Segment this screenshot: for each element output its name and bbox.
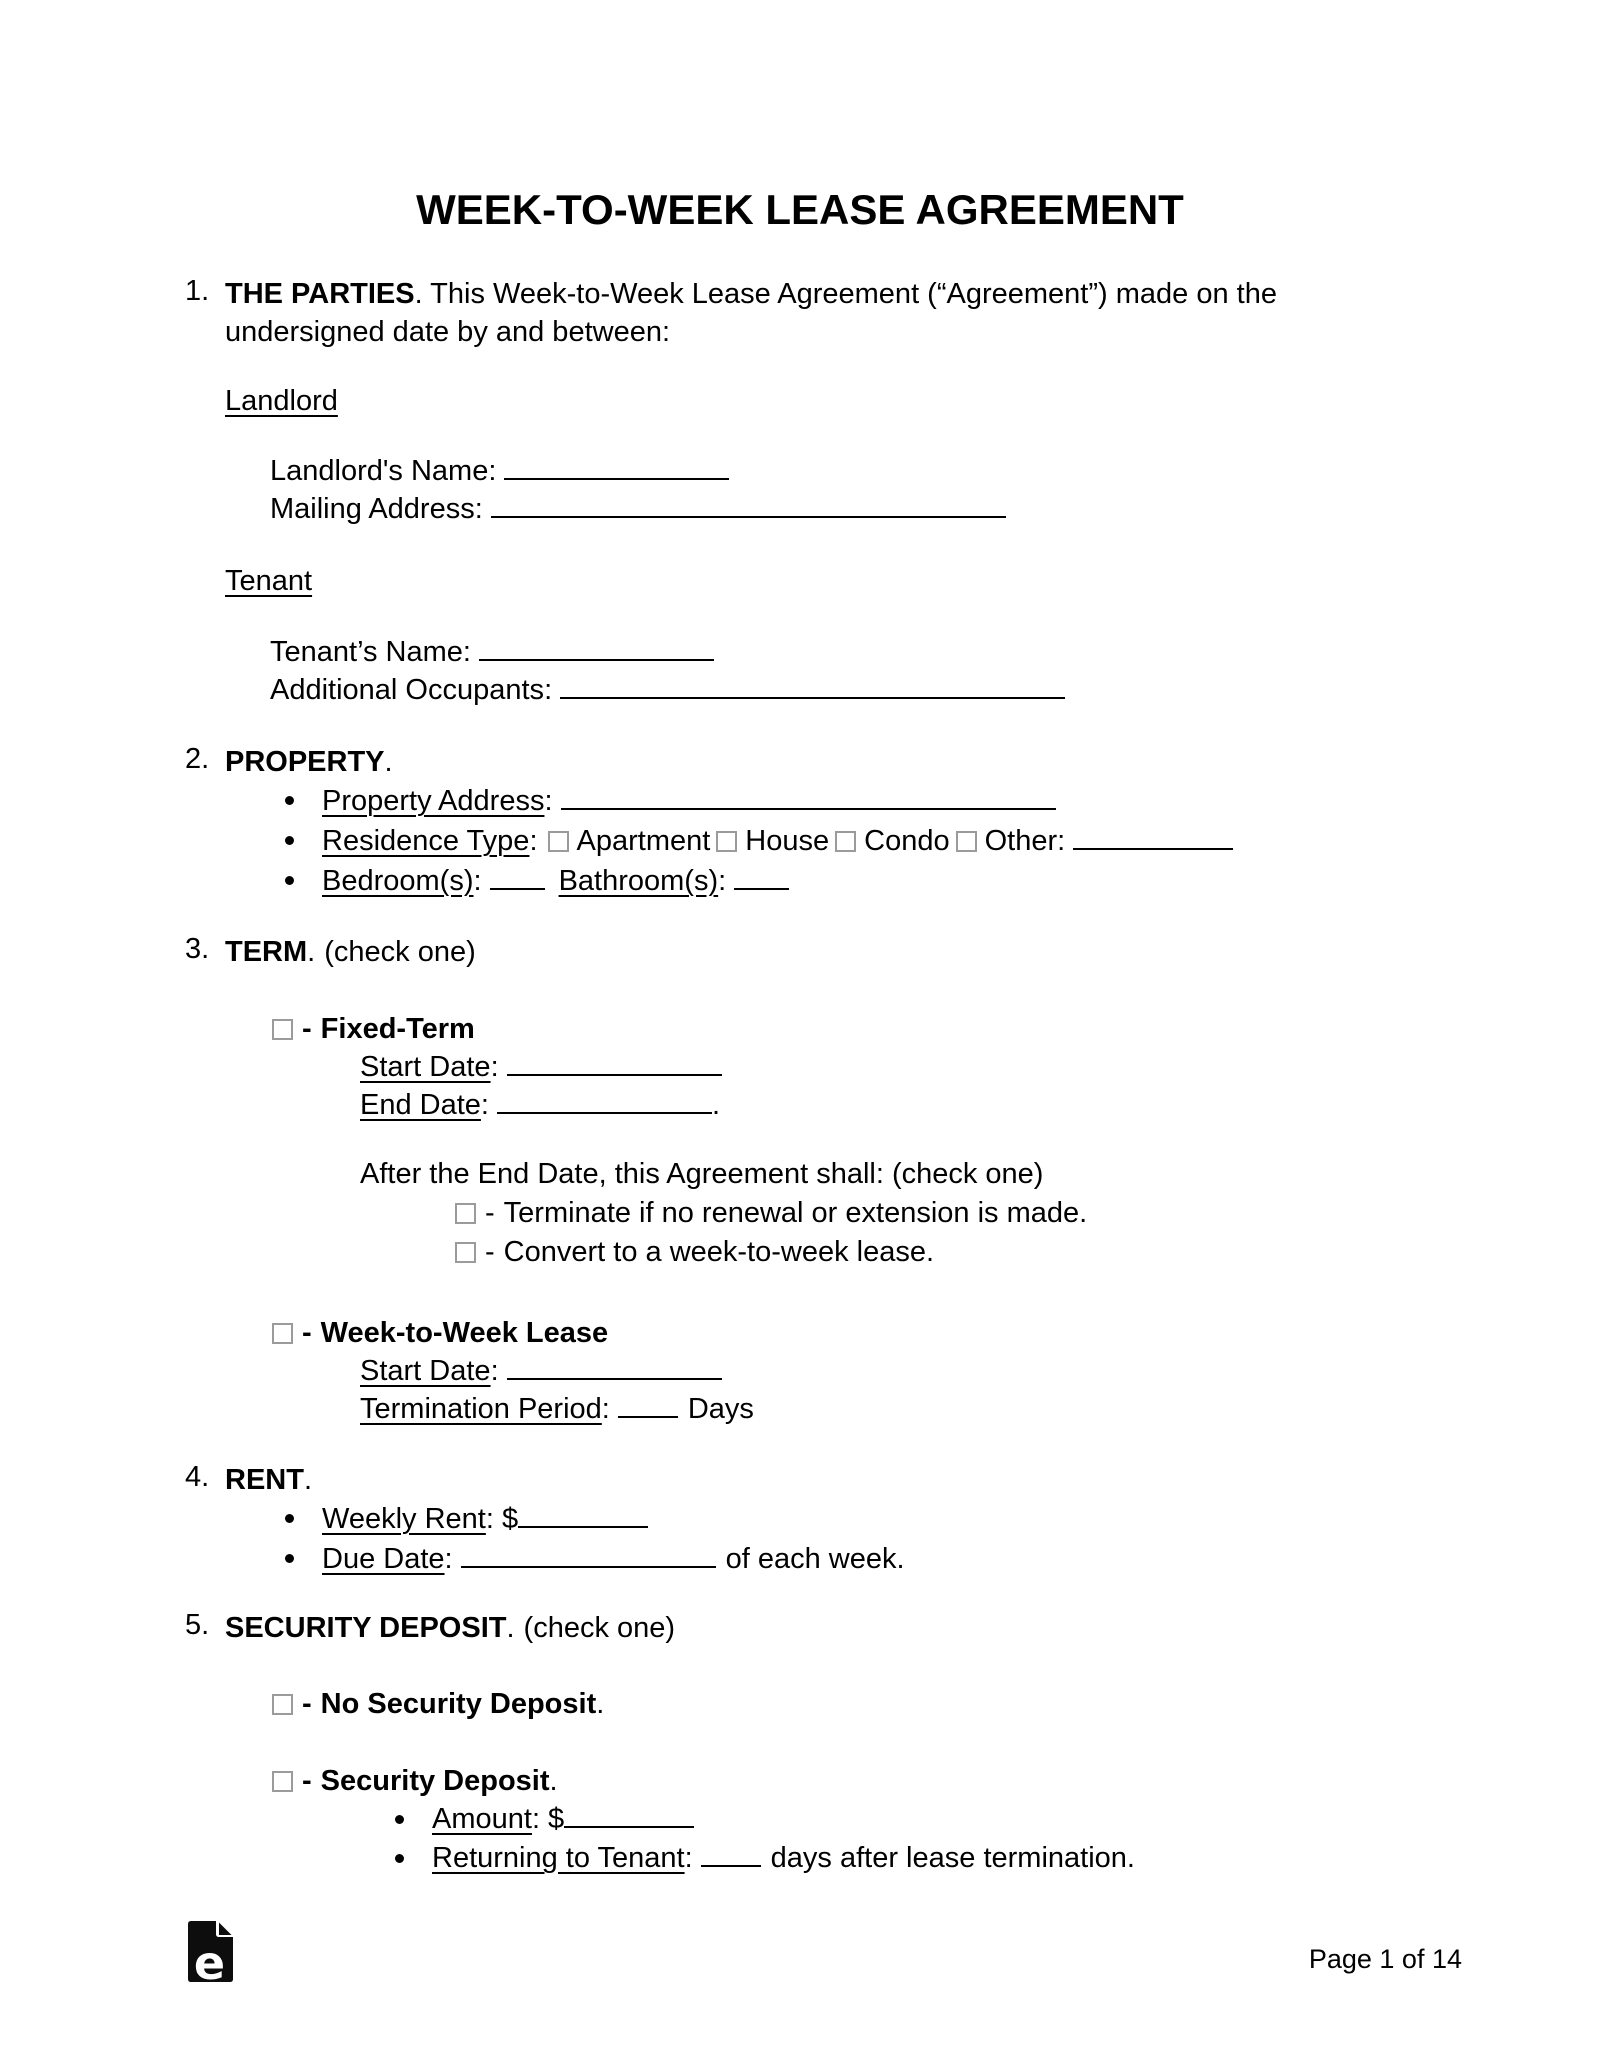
landlord-heading: Landlord [225, 385, 338, 417]
termination-period-row [360, 1390, 1460, 1428]
mailing-address-label: Mailing Address [270, 493, 475, 525]
dash: - [302, 1013, 312, 1045]
due-date-suffix: of each week. [725, 1543, 905, 1575]
bathrooms-label: Bathroom(s) [558, 865, 719, 897]
period: . [549, 1765, 558, 1797]
deposit-row [272, 1762, 1460, 1800]
weekly-rent-label: Weekly Rent [322, 1503, 486, 1535]
period: . [384, 746, 393, 778]
start-date-label: Start Date [360, 1051, 491, 1083]
bullet-icon [285, 1554, 294, 1563]
section-security-deposit [185, 1609, 1460, 1647]
colon: : [490, 1355, 499, 1387]
fixed-term-block [225, 1010, 1460, 1124]
bedrooms-blank[interactable] [490, 862, 545, 890]
dash: - [302, 1688, 312, 1720]
rent-heading: RENT [225, 1464, 304, 1496]
mailing-address-row [270, 490, 1460, 528]
tenant-name-blank[interactable] [479, 633, 714, 661]
week-to-week-checkbox[interactable] [272, 1323, 293, 1344]
no-deposit-label: No Security Deposit [320, 1688, 597, 1720]
tenant-name-label: Tenant’s Name [270, 636, 463, 668]
colon: : [1057, 825, 1066, 857]
landlord-fields [225, 452, 1460, 528]
due-date-label: Due Date [322, 1543, 445, 1575]
colon: : [474, 493, 483, 525]
no-deposit-row [272, 1685, 1460, 1723]
additional-occupants-label: Additional Occupants [270, 674, 545, 706]
week-to-week-row [272, 1314, 1460, 1352]
fixed-term-checkbox[interactable] [272, 1019, 293, 1040]
colon: : [480, 1089, 489, 1121]
property-address-label: Property Address [322, 785, 545, 817]
document-content [0, 275, 1600, 1878]
start-date-label: Start Date [360, 1355, 491, 1387]
dollar-sign: $ [548, 1803, 565, 1835]
colon: : [488, 455, 497, 487]
colon: : [444, 1543, 453, 1575]
period: . [303, 1464, 313, 1496]
amount-label: Amount [432, 1803, 532, 1835]
term-heading-row [225, 933, 1460, 971]
tenant-heading-row [225, 562, 1460, 600]
bullet-icon [395, 1854, 404, 1863]
w2w-start-date-blank[interactable] [507, 1352, 722, 1380]
parties-intro-line2: undersigned date by and between: [225, 316, 671, 348]
additional-occupants-blank[interactable] [560, 671, 1065, 699]
apartment-option-label: Apartment [576, 825, 711, 857]
page-number: Page 1 of 14 [1308, 1944, 1462, 1974]
returning-suffix: days after lease termination. [770, 1842, 1135, 1874]
section-rent [185, 1461, 1460, 1579]
deposit-label: Security Deposit [320, 1765, 550, 1797]
w2w-start-date-row [360, 1352, 1460, 1390]
tenant-fields [225, 633, 1460, 709]
condo-checkbox[interactable] [835, 831, 856, 852]
property-heading: PROPERTY [225, 746, 385, 778]
colon: : [529, 825, 538, 857]
deposit-checkbox[interactable] [272, 1771, 293, 1792]
after-end-row: After the End Date, this Agreement shall: (check one) [360, 1158, 1044, 1190]
section-property [185, 743, 1460, 901]
dash: - [485, 1197, 495, 1229]
period: . [307, 936, 316, 968]
returning-label: Returning to Tenant [432, 1842, 685, 1874]
tenant-name-row [270, 633, 1460, 671]
returning-row [225, 1839, 1460, 1878]
page-title: WEEK-TO-WEEK LEASE AGREEMENT [416, 186, 1184, 233]
weekly-rent-row [225, 1499, 1460, 1539]
period: . [506, 1612, 515, 1644]
bathrooms-blank[interactable] [734, 862, 789, 890]
fixed-term-row [272, 1010, 1460, 1048]
section-term [185, 933, 1460, 971]
due-date-blank[interactable] [461, 1540, 716, 1568]
terminate-option-label: Terminate if no renewal or extension is made. [503, 1197, 1088, 1229]
apartment-checkbox[interactable] [548, 831, 569, 852]
after-end-block [225, 1155, 1460, 1272]
week-to-week-block [225, 1314, 1460, 1428]
property-heading-row [225, 743, 1460, 781]
parties-heading: THE PARTIES [225, 278, 415, 310]
other-blank[interactable] [1073, 822, 1233, 850]
bullet-icon [285, 1514, 294, 1523]
rent-heading-row [225, 1461, 1460, 1499]
end-date-label: End Date [360, 1089, 481, 1121]
other-option-label: Other [984, 825, 1058, 857]
section-number: 3. [185, 933, 210, 965]
other-checkbox[interactable] [956, 831, 977, 852]
period: . [711, 1089, 721, 1121]
no-deposit-checkbox[interactable] [272, 1694, 293, 1715]
weekly-rent-blank[interactable] [518, 1500, 648, 1528]
colon: : [490, 1051, 499, 1083]
colon: : [718, 865, 727, 897]
colon: : [544, 785, 553, 817]
condo-option-label: Condo [864, 825, 950, 857]
section-parties [185, 275, 1460, 351]
mailing-address-blank[interactable] [491, 490, 1006, 518]
termination-period-blank[interactable] [618, 1390, 678, 1418]
landlord-name-label: Landlord's Name [270, 455, 489, 487]
colon: : [684, 1842, 693, 1874]
termination-period-label: Termination Period [360, 1393, 602, 1425]
deposit-block [225, 1762, 1460, 1878]
term-heading: TERM [225, 936, 308, 968]
convert-option-row [455, 1233, 1460, 1272]
bullet-icon [285, 796, 294, 805]
fixed-end-date-row [360, 1086, 1460, 1124]
due-date-row [225, 1539, 1460, 1579]
security-heading: SECURITY DEPOSIT [225, 1612, 507, 1644]
dash: - [485, 1236, 495, 1268]
landlord-name-blank[interactable] [504, 452, 729, 480]
term-check-one: (check one) [324, 936, 476, 968]
returning-blank[interactable] [701, 1839, 761, 1867]
amount-row [225, 1800, 1460, 1839]
residence-type-label: Residence Type [322, 825, 530, 857]
fixed-term-label: Fixed-Term [320, 1013, 475, 1045]
additional-occupants-row [270, 671, 1460, 709]
property-address-row [225, 781, 1460, 821]
tenant-heading: Tenant [225, 565, 313, 597]
fixed-end-date-blank[interactable] [497, 1086, 712, 1114]
parties-intro-text1: . This Week-to-Week Lease Agreement (“Agreement”) made on the [414, 278, 1277, 310]
property-address-blank[interactable] [561, 782, 1056, 810]
bedrooms-label: Bedroom(s) [322, 865, 474, 897]
section-number: 4. [185, 1461, 210, 1493]
bullet-icon [285, 836, 294, 845]
parties-intro-line1 [225, 275, 1460, 313]
dash: - [302, 1317, 312, 1349]
week-to-week-label: Week-to-Week Lease [320, 1317, 609, 1349]
residence-type-row [225, 821, 1460, 861]
dash: - [302, 1765, 312, 1797]
section-number: 2. [185, 743, 210, 775]
colon: : [544, 674, 553, 706]
house-checkbox[interactable] [716, 831, 737, 852]
landlord-heading-row [225, 382, 1460, 420]
period: . [596, 1688, 605, 1720]
terminate-option-row [455, 1194, 1460, 1233]
bedrooms-bathrooms-row [225, 861, 1460, 901]
colon: : [473, 865, 482, 897]
dollar-sign: $ [501, 1503, 519, 1535]
bullet-icon [395, 1815, 404, 1824]
fixed-start-date-blank[interactable] [507, 1048, 722, 1076]
amount-blank[interactable] [564, 1800, 694, 1828]
eforms-logo-icon [188, 1921, 233, 1990]
colon: : [601, 1393, 610, 1425]
fixed-start-date-row [360, 1048, 1460, 1086]
house-option-label: House [745, 825, 830, 857]
landlord-name-row [270, 452, 1460, 490]
colon: : [485, 1503, 494, 1535]
eforms-logo-letter: e [193, 1936, 226, 1990]
security-heading-row [225, 1609, 1460, 1647]
section-number: 1. [185, 275, 210, 307]
bullet-icon [285, 876, 294, 885]
colon: : [531, 1803, 541, 1835]
convert-checkbox[interactable] [455, 1242, 476, 1263]
convert-option-label: Convert to a week-to-week lease. [503, 1236, 935, 1268]
section-number: 5. [185, 1609, 210, 1641]
days-suffix: Days [687, 1393, 754, 1425]
security-check-one: (check one) [523, 1612, 676, 1644]
colon: : [462, 636, 471, 668]
terminate-checkbox[interactable] [455, 1203, 476, 1224]
